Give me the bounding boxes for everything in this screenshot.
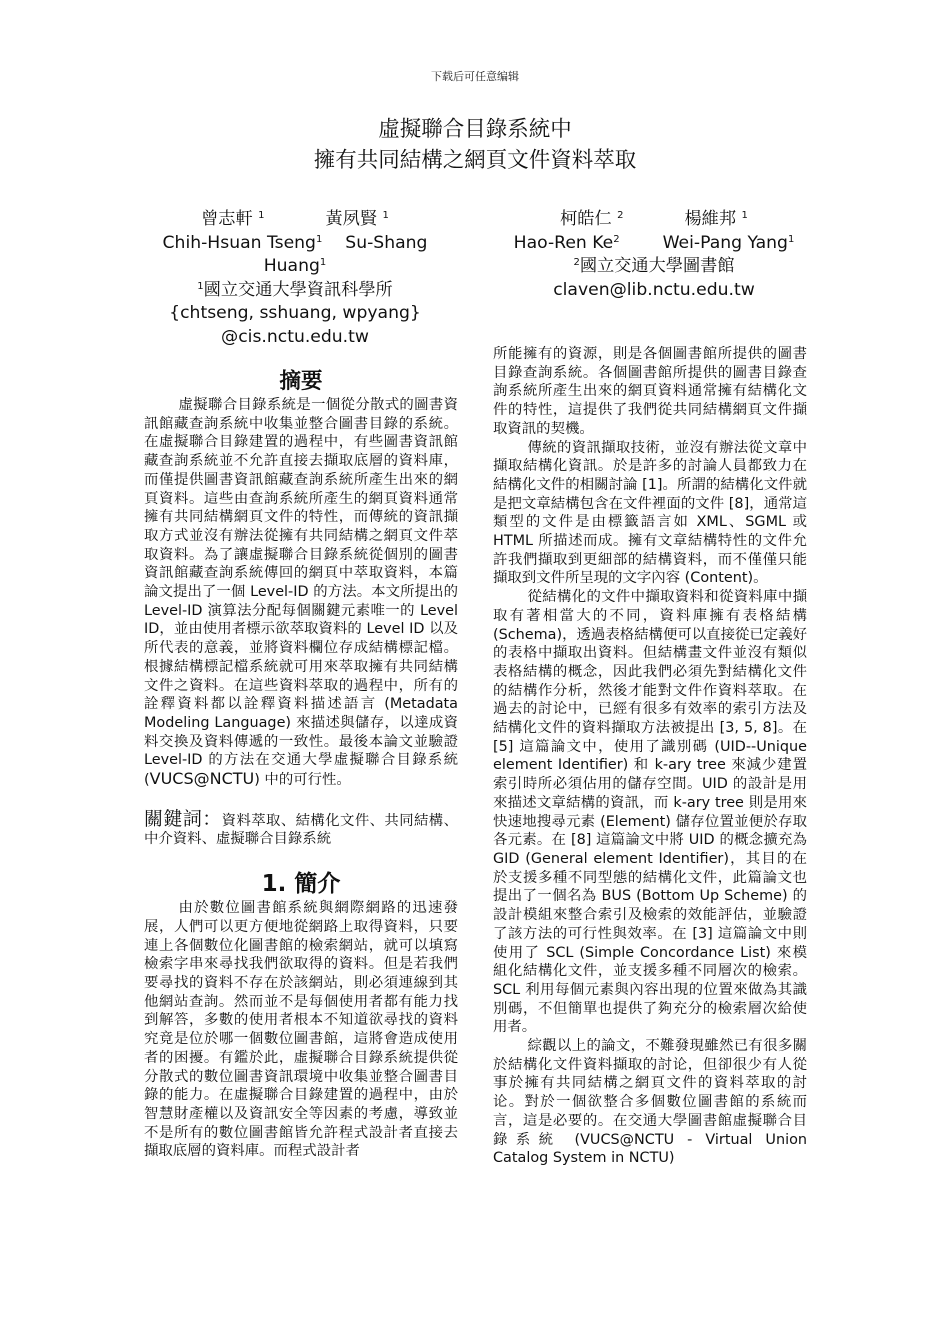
intro-paragraph-1: 由於數位圖書館系統與網際網路的迅速發展，人們可以更方便地從網路上取得資料，只要連上各個數位化圖書館的檢索網站，就可以填寫檢索字串來尋找我們欲取得的資料。但是若我們要尋找的資料不存在於該網站，則必須連線到其他網站查詢。然而並不是每個使用者都有能力找到解答，多數的使用者根本不知道欲尋找的資料究竟是位於哪一個數位圖書館，這將會造成使用者的困擾。有鑑於此，虛擬聯合目錄系統提供從分散式的數位圖書資訊環境中收集並整合圖書目錄的能力。在虛擬聯合目錄建置的過程中，由於智慧財產權以及資訊安全等因素的考慮，導致並不是所有的數位圖書館皆允許程式設計者直接去擷取底層的資料庫。而程式設計者: [144, 900, 458, 1160]
author-name-zh: 曾志軒: [201, 209, 253, 229]
keywords-text: 資料萃取、結構化文件、共同結構、中介資料、虛擬聯合目錄系統: [144, 812, 458, 848]
author-name-en: Chih-Hsuan Tseng: [162, 232, 316, 253]
affiliation-sup: 1: [319, 257, 327, 268]
author-names-en: [140, 232, 450, 256]
section-number: 1.: [261, 871, 287, 898]
affiliation-sup: 1: [741, 210, 748, 221]
keywords-label: 關鍵詞：: [144, 807, 222, 830]
section-heading: [144, 869, 458, 899]
abstract-text: [144, 396, 458, 790]
author-name-en: Huang: [263, 256, 320, 276]
paper-title: [0, 114, 950, 176]
author-name-zh: 楊維邦: [684, 209, 737, 229]
author-affiliation: [140, 279, 450, 303]
authors-right: [496, 208, 812, 302]
affiliation-sup: 1: [315, 233, 323, 245]
affiliation-sup: 1: [258, 210, 265, 221]
author-name-en: Wei-Pang Yang: [662, 232, 788, 253]
intro-paragraph-1-continued: 所能擁有的資源，則是各個圖書館所提供的圖書目錄查詢系統。各個圖書館所提供的圖書目錄查詢系統所產生出來的網頁資料通常擁有結構化文件的特性，這提供了我們從共同結構網頁文件擷取資訊的契機。: [493, 346, 807, 437]
author-names-zh: [140, 208, 450, 232]
intro-paragraph-2: 傳統的資訊擷取技術，並沒有辦法從文章中擷取結構化資訊。於是許多的討論人員都致力在結構化文件的相關討論 [1]。所謂的結構化文件就是把文章結構包含在文件裡面的文件 [8]，通常這類型的文件是由標籤語言如 XML、SGML 或 HTML 所描述而成。擁有文章結構特性的文件允許我們擷取到更細部的結構資料，而不僅僅只能擷取到文件所呈現的文字內容 (Content)。: [493, 439, 807, 587]
affiliation-sup: 2: [573, 257, 580, 268]
paper-title-line-2: 擁有共同結構之網頁文件資料萃取: [313, 148, 637, 173]
affiliation-sup: 1: [197, 280, 204, 292]
author-name-zh: 柯皓仁: [560, 209, 612, 229]
author-names-en: [496, 232, 812, 256]
authors-left: [140, 208, 450, 349]
intro-paragraph-4: 綜觀以上的論文，不難發現雖然已有很多關於結構化文件資料擷取的討论，但卻很少有人從事於擁有共同結構之網頁文件的資料萃取的討论。對於一個欲整合多個數位圖書館的系統而言，這是必要的。在交通大學圖書館虛擬聯合目錄系統 (VUCS@NCTU - Virtual Union Catalog System in NCTU): [493, 1038, 807, 1167]
abstract-heading: 摘要: [279, 369, 323, 394]
author-email-domain: @cis.nctu.edu.tw: [221, 326, 369, 347]
author-email: claven@lib.nctu.edu.tw: [553, 279, 755, 300]
affiliation-name: 國立交通大學資訊科學所: [203, 279, 393, 300]
abstract-body-end: ) 中的可行性。: [254, 772, 351, 789]
author-names-zh: [496, 208, 812, 232]
author-names-en-cont: [140, 255, 450, 279]
left-column: [144, 364, 458, 1161]
affiliation-sup: 1: [787, 233, 795, 245]
paper-title-line-1: 虛擬聯合目錄系統中: [378, 117, 572, 142]
affiliation-sup: 2: [617, 210, 624, 221]
affiliation-sup: 1: [382, 210, 389, 221]
author-email: {chtseng, sshuang, wpyang}: [169, 303, 421, 323]
author-name-en: Hao-Ren Ke: [513, 232, 614, 253]
intro-paragraph-3: 從結構化的文件中擷取資料和從資料庫中擷取有著相當大的不同，資料庫擁有表格結構 (Schema)，透過表格結構便可以直接從已定義好的表格中擷取出資料。但結構畫文件並沒有類似表格結構的概念，因此我們必須先對結構化文件的結構作分析，然後才能對文件作資料萃取。在過去的討论中，已經有很多有效率的索引方法及結構化文件的資料擷取方法被提出 [3, 5, 8]。在 [5] 這篇論文中，使用了識別碼 (UID--Unique element Identifier) 和 k-ary tree 來減少建置索引時所必須佔用的儲存空間。UID 的設計是用來描述文章結構的資訊，而 k-ary tree 則是用來快速地搜尋元素 (Element) 儲存位置並便於存取各元素。在 [8] 這篇論文中將 UID 的概念擴充為 GID (General element Identifier)，其目的在於支援多種不同型態的結構化文件，此篇論文也提出了一個名為 BUS (Bottom Up Scheme) 的設計模組來整合索引及檢索的效能評估，並驗證了該方法的可行性與效率。在 [3] 這篇論文中則使用了 SCL (Simple Concordance List) 來模組化結構化文件，並支援多種不同層次的檢索。SCL 利用每個元素與內容出現的位置來做為其識別碼，不但簡單也提供了夠充分的檢索層次給使用者。: [493, 589, 807, 1036]
abstract-body: 虛擬聯合目錄系統是一個從分散式的圖書資訊館藏查詢系統中收集並整合圖書目錄的系統。在虛擬聯合目錄建置的過程中，有些圖書資訊館藏查詢系統並不允許直接去擷取底層的資料庫，而僅提供圖書資訊館藏查詢系統所產生出來的網頁資料。這些由查詢系統所產生的網頁資料通常擁有共同結構網頁文件的特性，而傳統的資訊擷取方式並沒有辦法從擁有共同結構之網頁文件萃取資料。為了讓虛擬聯合目錄系統從個別的圖書資訊館藏查詢系統傳回的網頁中萃取資料，本篇論文提出了一個 Level-ID 的方法。本文所提出的 Level-ID 演算法分配每個關鍵元素唯一的 Level ID，並由使用者標示欲萃取資料的 Level ID 以及所代表的意義，並將資料欄位存成結構標記檔。根據結構標記檔系統就可用來萃取擁有共同結構文件之資料。在這些資料萃取的過程中，所有的詮釋資料都以詮釋資料描述語言 (Metadata Modeling Language) 來描述與儲存，以達成資料交換及資料傳遞的一致性。最後本論文並驗證 Level-ID 的方法在交通大學虛擬聯合目錄系統 (: [144, 397, 458, 789]
author-name-zh: 黃夙賢: [325, 209, 378, 229]
keywords: [144, 807, 458, 849]
author-affiliation: [496, 255, 812, 279]
affiliation-sup: 2: [613, 233, 620, 245]
page-watermark: 下载后可任意编辑: [431, 70, 519, 83]
author-name-en: Su-Shang: [345, 232, 428, 253]
right-column: [493, 345, 807, 1168]
system-name: VUCS@NCTU: [149, 769, 255, 789]
section-title: 簡介: [294, 871, 341, 898]
affiliation-name: 國立交通大學圖書館: [579, 256, 735, 276]
